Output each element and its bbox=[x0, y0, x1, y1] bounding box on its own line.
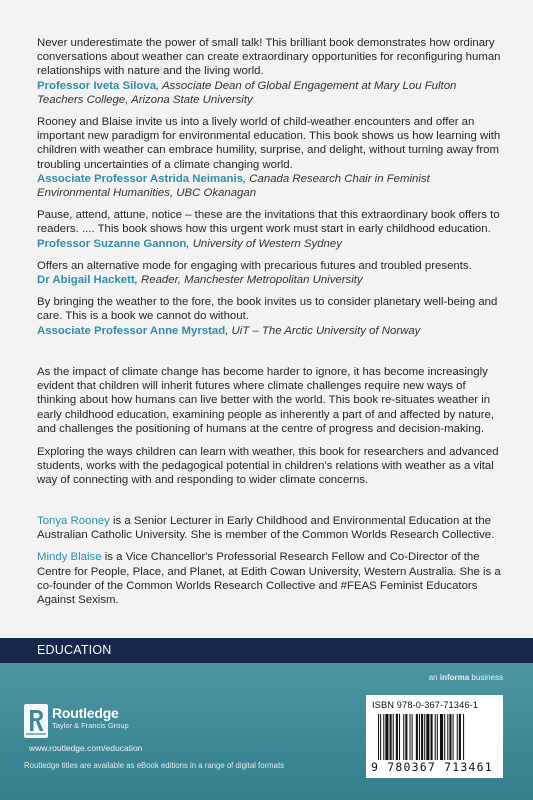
barcode-bar bbox=[444, 714, 445, 760]
endorsements bbox=[37, 36, 505, 346]
barcode-bar bbox=[426, 714, 429, 760]
barcode-bar bbox=[403, 714, 404, 760]
endorsement-text: Offers an alternative mode for engaging with precarious futures and troubled presents. bbox=[37, 259, 472, 272]
informa-tagline bbox=[429, 673, 503, 682]
barcode-bar bbox=[396, 714, 398, 760]
informa-suffix: business bbox=[469, 673, 503, 682]
barcode-bar bbox=[453, 714, 454, 760]
author-name: Tonya Rooney bbox=[37, 515, 110, 527]
barcode-bar bbox=[393, 714, 394, 760]
endorser-role: , UiT – The Arctic University of Norway bbox=[225, 324, 421, 337]
endorsement-attribution bbox=[37, 324, 505, 338]
ebook-note: Routledge titles are available as eBook editions in a range of digital formats bbox=[24, 761, 285, 770]
isbn-barcode-panel bbox=[366, 695, 503, 778]
barcode-bar bbox=[449, 714, 451, 760]
isbn-label: ISBN 978-0-367-71346-1 bbox=[372, 700, 479, 710]
barcode-bar bbox=[431, 714, 433, 760]
informa-brand: informa bbox=[439, 673, 470, 682]
barcode-bar bbox=[440, 714, 443, 760]
publisher-footer bbox=[0, 663, 533, 800]
barcode-bar bbox=[424, 714, 425, 760]
endorser-role: , Reader, Manchester Metropolitan University bbox=[134, 274, 363, 287]
endorser-name: Dr Abigail Hackett bbox=[37, 274, 135, 287]
author-bio bbox=[37, 514, 505, 542]
publisher-website: www.routledge.com/education bbox=[29, 743, 143, 753]
endorsement bbox=[37, 36, 505, 107]
endorsement bbox=[37, 259, 505, 287]
endorsement-attribution bbox=[37, 172, 505, 200]
publisher-wordmark bbox=[52, 706, 129, 731]
routledge-logo-icon bbox=[24, 704, 48, 738]
publisher-name: Routledge bbox=[52, 705, 119, 721]
endorser-role: , University of Western Sydney bbox=[186, 237, 342, 250]
barcode-bar bbox=[419, 714, 420, 760]
barcode-bar bbox=[383, 714, 384, 760]
endorser-role: , Associate Dean of Global Engagement at Mary Lou Fulton Teachers College, Arizona State University bbox=[37, 79, 457, 106]
endorsement-attribution bbox=[37, 79, 505, 107]
endorser-name: Professor Suzanne Gannon bbox=[37, 237, 187, 250]
author-name: Mindy Blaise bbox=[37, 551, 102, 564]
informa-prefix: an bbox=[428, 673, 440, 682]
barcode-bar bbox=[410, 714, 411, 760]
ean-number: 9 780367 713461 bbox=[371, 760, 493, 774]
barcode-icon bbox=[378, 714, 498, 760]
barcode-bar bbox=[380, 714, 381, 760]
barcode-bar bbox=[416, 714, 418, 760]
barcode-bar bbox=[435, 714, 436, 760]
barcode-bar bbox=[447, 714, 448, 760]
barcode-bar bbox=[390, 714, 392, 760]
endorsement bbox=[37, 295, 505, 338]
barcode-bar bbox=[385, 714, 388, 760]
endorser-role: , Canada Research Chair in Feminist Environmental Humanities, UBC Okanagan bbox=[37, 172, 430, 200]
endorsement-text: Rooney and Blaise invite us into a lively world of child-weather encounters and offer an important new paradigm for environmental education. This book shows us how learning with children with weather can embrace humility, surprise, and delight, without turning away from troubling uncertainties of a climate changing world. bbox=[37, 116, 501, 171]
barcode-bar bbox=[463, 714, 464, 760]
endorsement-attribution bbox=[37, 273, 505, 287]
endorsement-text: By bringing the weather to the fore, the book invites us to consider planetary well-being and care. This is a book we cannot do without. bbox=[37, 296, 498, 323]
barcode-bar bbox=[405, 714, 407, 760]
endorser-name: Professor Iveta Silova bbox=[37, 79, 157, 92]
endorsement-attribution bbox=[37, 237, 505, 251]
endorser-name: Associate Professor Anne Myrstad bbox=[37, 324, 226, 337]
description-paragraph: As the impact of climate change has become harder to ignore, it has become increasingly evident that children will inherit futures where climate challenges require new ways of thinking about how humans can live better with the world. This book re-situates weather in early childhood education, examining people as inherently a part of and affected by nature, and challenges the positioning of humans at the centre of progress and decision-making. bbox=[37, 366, 494, 435]
barcode-bar bbox=[437, 714, 438, 760]
author-bio bbox=[37, 550, 505, 607]
publisher-group: Taylor & Francis Group bbox=[52, 721, 129, 730]
endorsement-text: Pause, attend, attune, notice – these are the invitations that this extraordinary book offers to readers. .... This book shows how this urgent work must start in early childhood education. bbox=[37, 209, 500, 236]
author-bio-text: is a Senior Lecturer in Early Childhood and Environmental Education at the Australian Catholic University. She is member of the Common Worlds Research Collective. bbox=[37, 515, 495, 542]
author-bio-text: is a Vice Chancellor's Professorial Research Fellow and Co-Director of the Centre for People, Place, and Planet, at Edith Cowan University, Western Australia. She is a co-founder of the Common Worlds Research Collective and #FEAS Feminist Educators Against Sexism. bbox=[37, 551, 501, 607]
endorsement-text: Never underestimate the power of small talk! This brilliant book demonstrates how ordinary conversations about weather can create extraordinary opportunities for reconfiguring human relationships with nature and the living world. bbox=[37, 37, 501, 78]
endorsement bbox=[37, 115, 505, 200]
barcode-bar bbox=[421, 714, 423, 760]
endorsement bbox=[37, 208, 505, 251]
book-description bbox=[37, 365, 505, 497]
barcode-bar bbox=[412, 714, 413, 760]
author-bios bbox=[37, 514, 505, 615]
barcode-bar bbox=[378, 714, 379, 760]
barcode-bar bbox=[459, 714, 461, 760]
category-bar: EDUCATION bbox=[0, 638, 533, 663]
barcode-bar bbox=[399, 714, 400, 760]
barcode-bar bbox=[457, 714, 458, 760]
description-paragraph: Exploring the ways children can learn with weather, this book for researchers and advanced students, works with the pedagogical potential in children's relations with weather as a vital way of connecting with and responding to wider climate concerns. bbox=[37, 446, 499, 487]
endorser-name: Associate Professor Astrida Neimanis bbox=[37, 172, 243, 185]
